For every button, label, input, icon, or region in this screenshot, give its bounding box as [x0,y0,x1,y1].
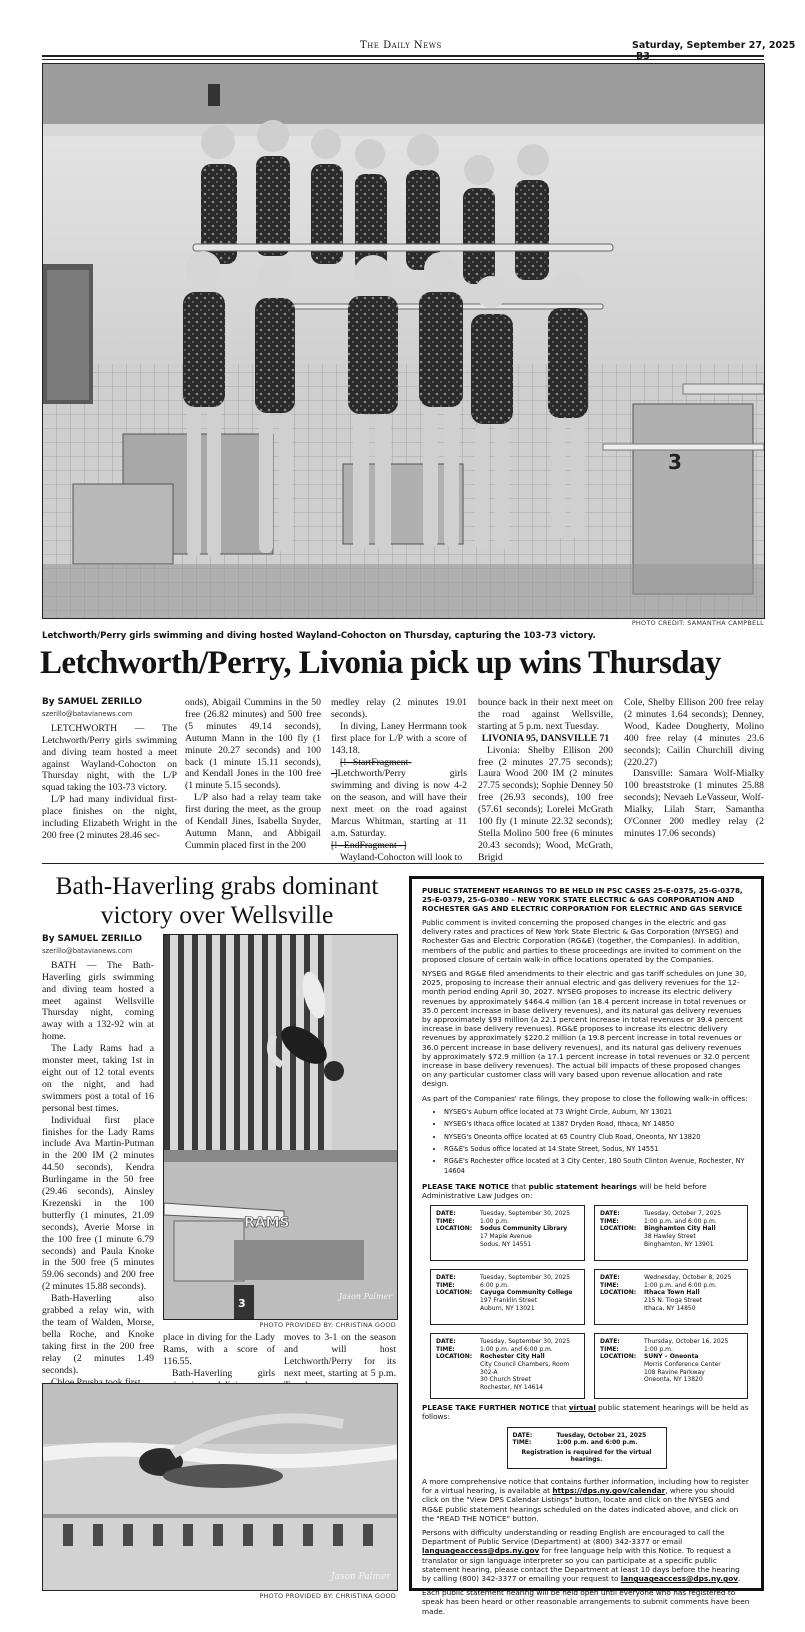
hearing-location: Sodus Community Library 17 Maple Avenue Sodus, NY 14551 [480,1225,568,1248]
label: DATE: [436,1338,456,1346]
office-item: • NYSEG's Ithaca office located at 1387 Dryden Road, Ithaca, NY 14850 [444,1120,751,1129]
label: LOCATION: [436,1353,473,1361]
virtual-note: Registration is required for the virtual hearings. [521,1448,652,1464]
label: TIME: [436,1281,455,1289]
hearing-box [430,1205,585,1261]
hearing-location: Cayuga Community College 197 Franklin Street Auburn, NY 13021 [480,1289,573,1312]
swimmer-photo-credit: PHOTO PROVIDED BY: CHRISTINA GOOD [259,1592,396,1600]
story1-byline: By SAMUEL ZERILLO [42,697,143,707]
virtual-hearing-box [507,1427,667,1469]
notice-paragraph: Each public statement hearing will be held open until everyone who has registered to speak has been heard or other reasonable arrangements to submit comments have been made. [422,1588,750,1616]
label: TIME: [600,1345,619,1353]
story2-headline: Bath-Haverling grabs dominant victory over Wellsville [55,871,379,929]
story1-paragraph: In diving, Laney Herrmann took first place for L/P with a score of 143.18. [331,720,467,756]
hearing-time: 6:00 p.m. [480,1281,509,1289]
notice-statement [422,1182,751,1200]
story1-email: szerillo@batavianews.com [42,709,133,718]
office-item: • NYSEG's Auburn office located at 73 Wright Circle, Auburn, NY 13021 [444,1108,751,1117]
diving-photo-credit: PHOTO PROVIDED BY: CHRISTINA GOOD [259,1321,396,1329]
hearing-location: SUNY – Oneonta Morris Conference Center 108 Ravine Parkway Oneonta, NY 13820 [644,1353,721,1384]
story1-paragraph: Livonia: Shelby Ellison 200 free (2 minutes 27.75 seconds); Laura Wood 200 IM (2 minutes 27.75 seconds); Sophie Denney 50 free (26.93 seconds), 100 free (57.61 seconds); Lorelei McGrath 100 fly (1 minute 22.32 seconds); Stella Molino 500 free (6 minutes 20.43 seconds); Wood, McGrath, Brigid [478,744,613,863]
further-notice [422,1403,751,1421]
text: Persons with difficulty understanding or reading English are encouraged to call the Department of Public Service (Department) at (800) 342-3377 or email [422,1528,725,1547]
lane-number: 3 [238,1297,246,1310]
office-list [422,1108,751,1176]
story1-paragraph: L/P also had a relay team take first during the meet, as the group of Kendall Jines, Isabella Snyder, Autumn Mann, and Abbigail Cummin placed first in the 200 [185,792,321,851]
further-prefix: PLEASE TAKE FURTHER NOTICE [422,1403,550,1413]
label: TIME: [512,1439,532,1447]
label: TIME: [436,1345,455,1353]
header-rule-thin [42,59,764,60]
story2-byline: By SAMUEL ZERILLO [42,934,143,944]
label: LOCATION: [600,1353,637,1361]
section-rule [42,863,764,864]
fragment-text: Letchworth/Perry girls swimming and diving is now 4-2 on the season, and will have their next meet on the road against Marcus Whitman, starting at 11 a.m. Saturday. [331,768,467,839]
label: TIME: [600,1217,619,1225]
notice-bold: public statement hearings [528,1181,637,1191]
notice-suffix: will be held before Administrative Law Judges on: [422,1181,707,1201]
office-item: • NYSEG's Oneonta office located at 65 Country Club Road, Oneonta, NY 13820 [444,1133,751,1142]
rams-sign: RAMS [244,1215,290,1231]
story2-paragraph: Individual first place finishes for the Lady Rams include Ava Martin-Putman in the 200 IM (2 minutes 44.50 seconds), Kendra Burlingame in the 50 free (29.46 seconds), Ainsley Krezenski in the 100 butterfly (1 minutes, 21.09 seconds), Averie Morse in the 100 free (1 minute 6.79 seconds) and Paula Knoke in the 500 free (5 minutes 59.06 seconds) and 200 free (2 minutes 15.88 seconds). [42,1114,154,1293]
story1-paragraph [331,757,467,852]
story2-column-1 [42,934,154,1388]
hearing-time: 1:00 p.m. [644,1345,673,1353]
hearing-date: Wednesday, October 8, 2025 [644,1274,732,1282]
story1-paragraph: Dansville: Samara Wolf-Mialky 100 breaststroke (1 minutes 25.88 seconds); Nevaeh LeVasseur, Wolf-Mialky, Lilah Starr, Samantha O'Conner 200 medley relay (2 minutes 17.06 seconds) [624,768,764,839]
language-email-link[interactable]: languageaccess@dps.ny.gov [620,1574,738,1584]
text: for free language help with this Notice. To request a translator or sign language interpreter so you can participate at a specific public statement hearing, please contact the Department at least 10 days before the hearing by calling (800) 342-3377 or emailing your request to [422,1546,740,1584]
text: , where you should click on the "View DPS Calendar Listings" button, locate and click on the NYSEG and RG&E public statement hearings scheduled on the dates indicated above, and click on the "READ THE NOTICE" button. [422,1486,739,1523]
legal-notice-ad [409,876,764,1616]
story1-column-2 [185,697,321,852]
hearing-time: 1:00 p.m. [480,1217,509,1225]
story2-paragraph: Bath-Haverling girls [172,1367,275,1379]
notice-prefix: PLEASE TAKE NOTICE [422,1181,509,1191]
story1-paragraph: bounce back in their next meet on the road against Wellsville, starting at 5 p.m. next Tuesday. [478,697,613,732]
notice-title: PUBLIC STATEMENT HEARINGS TO BE HELD IN PSC CASES 25-E-0375, 25-G-0378, 25-E-0379, 25-G-0380 – NEW YORK STATE ELECTRIC & GAS CORPORATION AND ROCHESTER GAS AND ELECTRIC CORPORATION FOR ELECTRIC AND GAS SERVICE [422,886,743,913]
hearing-box [430,1269,585,1325]
label: DATE: [436,1274,456,1282]
hearing-date: Tuesday, September 30, 2025 [480,1338,571,1346]
label: DATE: [600,1210,620,1218]
label: LOCATION: [600,1225,637,1233]
text: A more comprehensive notice that contains further information, including how to register for a virtual hearing, is available at [422,1477,749,1496]
virtual-time: 1:00 p.m. and 6:00 p.m. [556,1439,638,1447]
hearing-box [430,1333,585,1399]
further-virtual: virtual [568,1403,596,1413]
label: DATE: [512,1431,533,1439]
text: . [738,1574,741,1584]
hearing-date: Tuesday, September 30, 2025 [480,1210,571,1218]
label: LOCATION: [600,1289,637,1297]
hearing-time: 1:00 p.m. and 6:00 p.m. [480,1345,553,1353]
label: DATE: [600,1274,620,1282]
label: LOCATION: [436,1289,473,1297]
further-suffix: public statement hearings will be held as follows: [422,1403,749,1422]
story2-paragraph: BATH — The Bath-Haverling girls swimming and diving team hosted a meet against Wellsville Thursday night, coming away with a 132-92 win at home. [42,959,154,1043]
story2-email: szerillo@batavianews.com [42,946,133,955]
top-photo-credit: PHOTO CREDIT: SAMANTHA CAMPBELL [631,619,764,627]
story1-paragraph: L/P had many individual first-place finishes on the night, including Elizabeth Wright in the 200 free (2 minutes 28.46 sec- [42,794,177,841]
fragment-marker: [!--EndFragment--] [331,839,407,851]
story1-paragraph: Wayland-Cohocton will look to [340,851,463,863]
notice-paragraph: As part of the Companies' rate filings, they propose to close the following walk-in offices: [422,1093,748,1103]
notice-paragraph [422,1477,751,1523]
calendar-link[interactable]: https://dps.ny.gov/calendar [552,1486,666,1496]
swimmer-photo-drawing [43,1384,397,1590]
hearing-date: Tuesday, October 7, 2025 [644,1210,722,1218]
label: DATE: [436,1210,456,1218]
hearing-location: Ithaca Town Hall 215 N. Tioga Street Ithaca, NY 14850 [644,1289,703,1312]
hearing-date: Tuesday, September 30, 2025 [480,1274,571,1282]
fragment-marker: [!--StartFragment--] [331,756,412,780]
hearing-location: Binghamton City Hall 38 Hawley Street Binghamton, NY 13901 [644,1225,716,1248]
diving-photo [163,934,398,1320]
story1-paragraph: medley relay (2 minutes 19.01 seconds). [331,697,467,720]
photo-watermark: Jason Palmer [339,1292,393,1301]
hearing-date: Thursday, October 16, 2025 [644,1338,729,1346]
hearing-time: 1:00 p.m. and 6:00 p.m. [644,1281,717,1289]
hearing-box [594,1205,748,1261]
label: TIME: [436,1217,455,1225]
hearing-grid [422,1205,751,1401]
office-item: • RG&E's Sodus office located at 14 State Street, Sodus, NY 14551 [444,1145,751,1154]
notice-paragraph: NYSEG and RG&E filed amendments to their electric and gas tariff schedules on June 30, 2025, proposing to increase their annual electric and gas delivery revenues for the 12-month period ending April 30, 2027. NYSEG proposes to increase its electric delivery revenues by approximately $464.4 million (an 18.4 percent increase in total revenues or 35.0 percent increase in base delivery revenues), and its natural gas delivery revenues by approximately $93 million (a 22.1 percent increase in total revenues or 39.4 percent increase in base delivery revenues). RG&E proposes to increase its electric delivery revenues by approximately $220.2 million (a 19.8 percent increase in total revenues or 36.0 percent increase in base delivery revenues), and its natural gas delivery revenues by approximately $72.9 million (a 17.1 percent increase in total revenues or 32.0 percent increase in base delivery revenues). The actual bill impacts of these proposed changes on any particular customer class will vary based upon revenue allocation and rate design. [422,969,750,1089]
hearing-time: 1:00 p.m. and 6:00 p.m. [644,1217,717,1225]
story1-column-1 [42,697,177,842]
lane-number: 3 [668,450,682,474]
label: LOCATION: [436,1225,473,1233]
label: DATE: [600,1338,620,1346]
notice-paragraph [422,1528,751,1583]
story1-paragraph: onds), Abigail Cummins in the 50 free (26.82 minutes) and 500 free (5 minutes 49.14 seconds), Autumn Mann in the 100 fly (1 minute 20.27 seconds) and 100 back (1 minute 15.11 seconds), and Kendall Jones in the 100 free (1 minute 5.15 seconds). [185,697,321,792]
diving-photo-drawing [164,935,397,1319]
story1-column-4 [478,697,613,864]
language-email-link[interactable]: languageaccess@dps.ny.gov [422,1546,540,1556]
hearing-location: Rochester City Hall City Council Chambers, Room 302-A 30 Church Street Rochester, NY 14614 [480,1353,570,1391]
story2-paragraph: Bath-Haverling also grabbed a relay win, with the team of Walden, Morse, bella Roche, and Knoke taking first in the 200 free relay (2 minutes 1.49 seconds). [42,1293,154,1376]
label: TIME: [600,1281,619,1289]
story2-paragraph: The Lady Rams had a monster meet, taking 1st in eight out of 12 total events on the night, and had swimmers post a total of 16 personal best times. [42,1043,154,1114]
swimmer-photo [42,1383,398,1591]
story2-paragraph: moves to 3-1 on the season and will host Letchworth/Perry for its next meet, starting at 5 p.m. [284,1332,396,1379]
hearing-box [594,1333,748,1399]
publication-name: The Daily News [360,40,442,51]
office-item: • RG&E's Rochester office located at 3 City Center, 180 South Clinton Avenue, Rochester, NY 14604 [444,1157,751,1175]
story1-headline: Letchworth/Perry, Livonia pick up wins Thursday [40,645,721,681]
hearing-box [594,1269,748,1325]
notice-paragraph: Public comment is invited concerning the proposed changes in the electric and gas delivery rates and practices of New York State Electric & Gas Corporation (NYSEG) and Rochester Gas and Electric Corporation (RG&E) (together, the Companies). In addition, members of the public and parties to these proceedings are invited to comment on the proposed closure of certain walk-in office locations operated by the Companies. [422,918,742,964]
story1-paragraph: Cole, Shelby Ellison 200 free relay (2 minutes 1.64 seconds); Denney, Wood, Kadee Dougherty, Molino 400 free relay (4 minutes 23.6 seconds); Cailin Churchill diving (220.27) [624,697,764,768]
notice-mid: that [509,1181,529,1191]
date-text: Saturday, September 27, 2025 [632,40,796,51]
team-photo [42,63,765,619]
photo-watermark: Jason Palmer [331,1572,391,1582]
story1-paragraph: LETCHWORTH — The Letchworth/Perry girls swimming and diving team hosted a meet against Wayland-Cohocton on Thursday night, with the L/P squad taking the 103-73 victory. [42,722,177,794]
story1-column-5 [624,697,764,840]
header-rule [42,55,764,57]
further-mid: that [549,1403,569,1413]
team-photo-drawing [43,64,764,618]
story2-paragraph: place in diving for the Lady Rams, with a score of 116.55. [163,1332,275,1367]
story1-column-3 [331,697,467,864]
virtual-date: Tuesday, October 21, 2025 [556,1431,647,1439]
story1-subhead: LIVONIA 95, DANSVILLE 71 [481,732,610,744]
top-photo-caption: Letchworth/Perry girls swimming and diving hosted Wayland-Cohocton on Thursday, capturing the 103-73 victory. [42,631,596,641]
